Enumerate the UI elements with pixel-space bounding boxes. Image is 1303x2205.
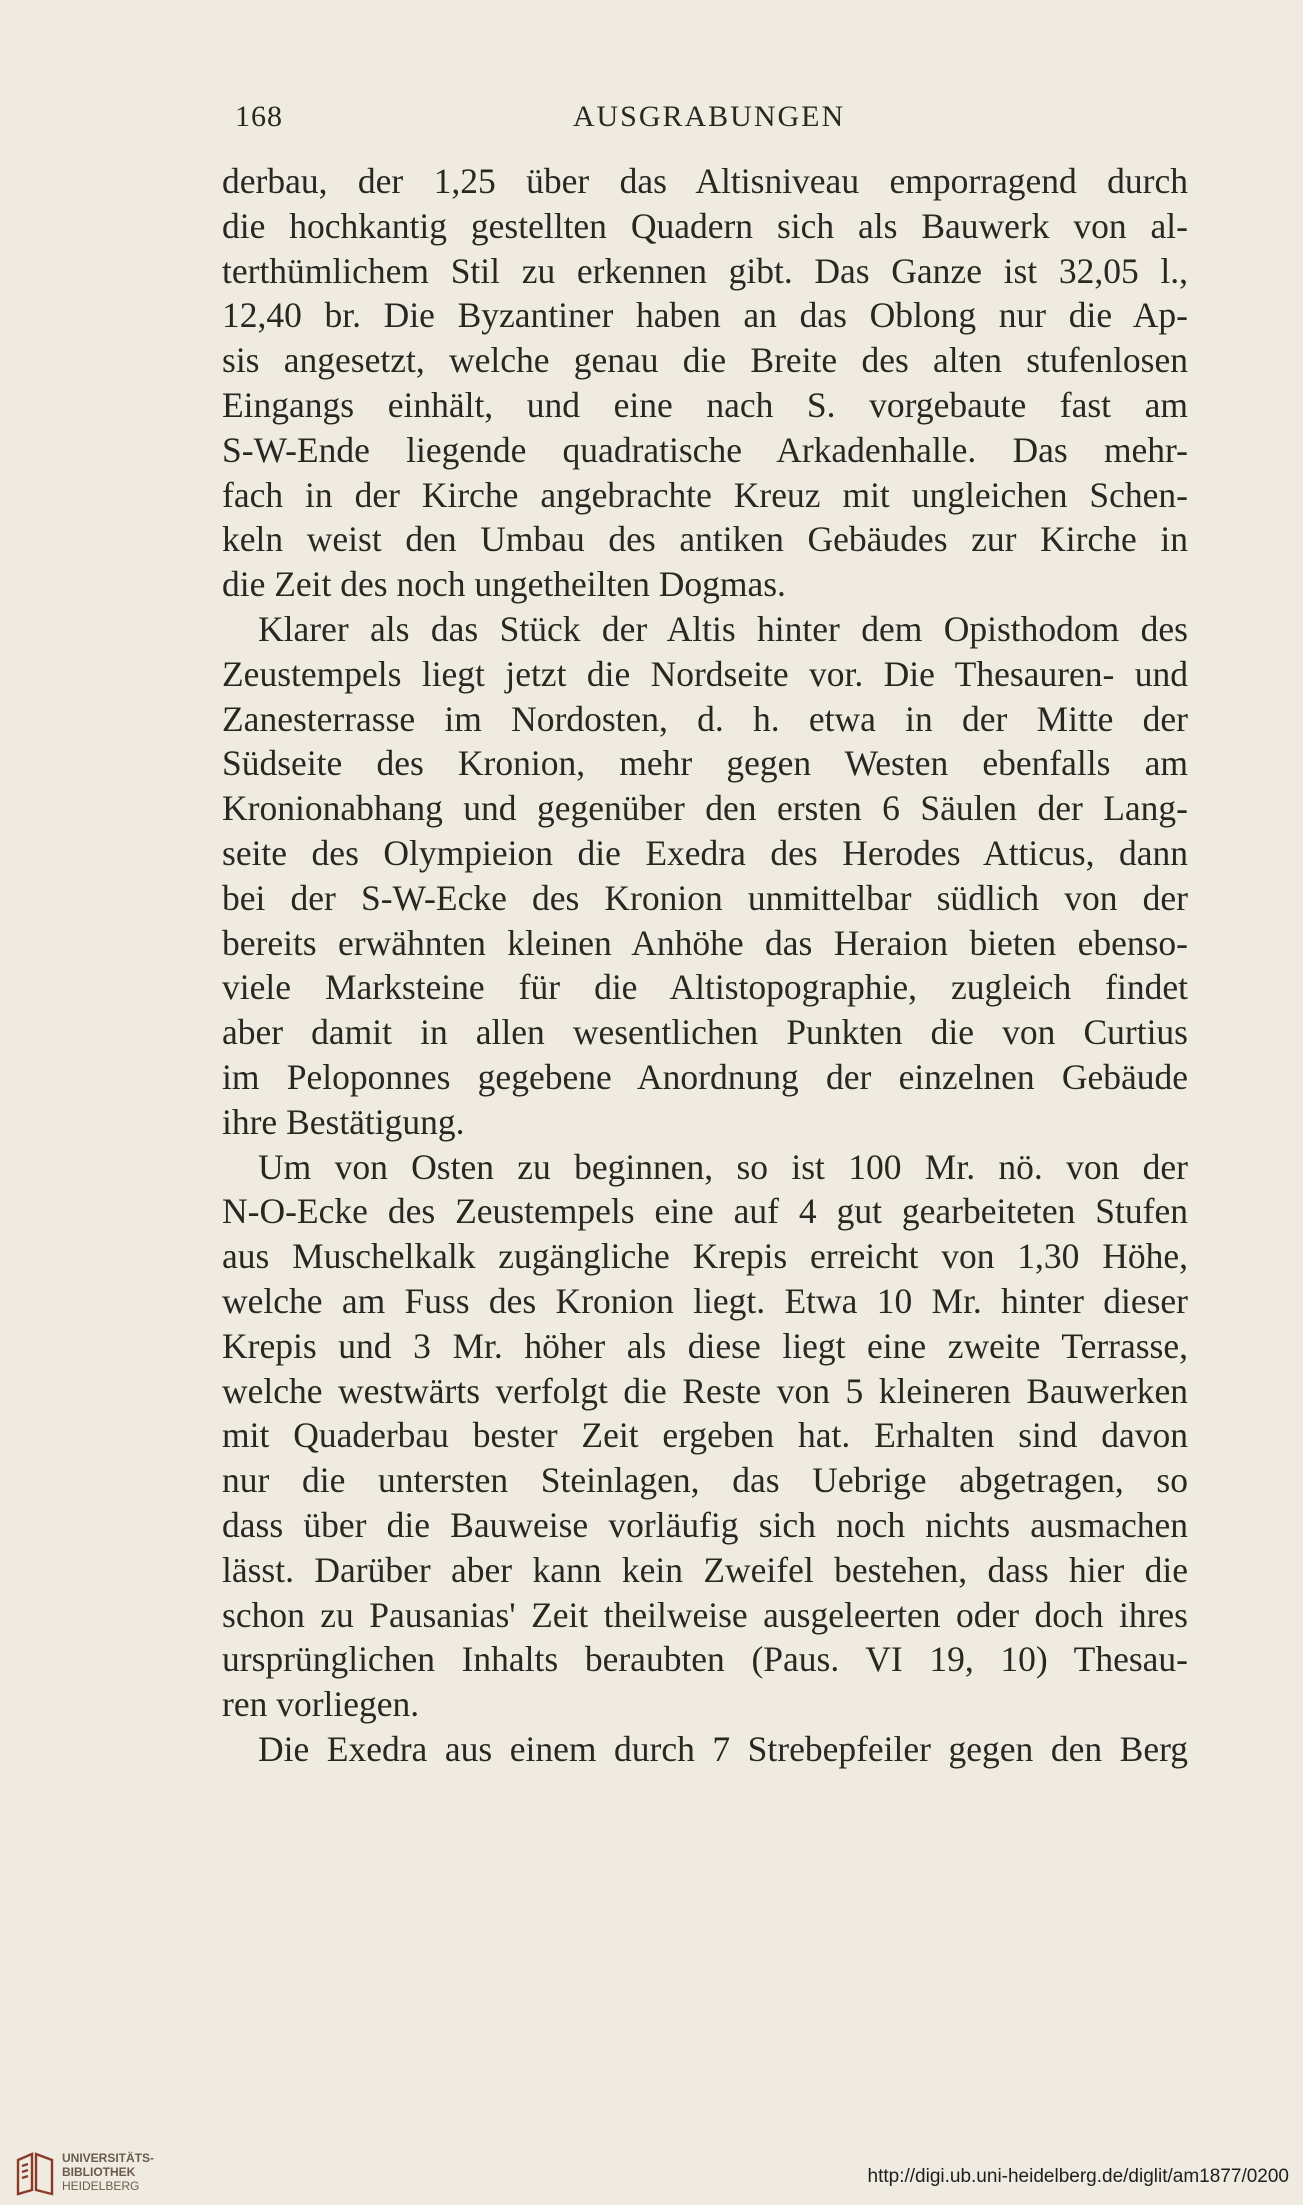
text-line: ren vorliegen. — [222, 1684, 420, 1725]
text-line: Krepis und 3 Mr. höher als diese liegt eine zweite Terrasse, — [222, 1325, 1188, 1366]
text-line: aus Muschelkalk zugängliche Krepis erreicht von 1,30 Höhe, — [222, 1236, 1188, 1277]
text-line: Zeustempels liegt jetzt die Nordseite vor. Die Thesauren- und — [222, 653, 1188, 694]
text-line: mit Quaderbau bester Zeit ergeben hat. Erhalten sind davon — [222, 1415, 1188, 1456]
text-line: ihre Bestätigung. — [222, 1101, 465, 1142]
text-line: terthümlichem Stil zu erkennen gibt. Das Ganze ist 32,05 l., — [222, 250, 1188, 291]
text-line: dass über die Bauweise vorläufig sich noch nichts ausmachen — [222, 1504, 1188, 1545]
logo-line: BIBLIOTHEK — [62, 2165, 136, 2179]
text-line: viele Marksteine für die Altistopographie, zugleich findet — [222, 967, 1188, 1008]
text-line: bei der S-W-Ecke des Kronion unmittelbar südlich von der — [222, 877, 1188, 918]
text-line: S-W-Ende liegende quadratische Arkadenhalle. Das mehr- — [222, 429, 1188, 470]
text-line: N-O-Ecke des Zeustempels eine auf 4 gut gearbeiteten Stufen — [222, 1191, 1188, 1232]
text-line: Die Exedra aus einem durch 7 Strebepfeiler gegen den Berg — [258, 1728, 1188, 1769]
text-line: Kronionabhang und gegenüber den ersten 6 Säulen der Lang- — [222, 788, 1188, 829]
text-line: die hochkantig gestellten Quadern sich als Bauwerk von al- — [222, 205, 1188, 246]
text-line: keln weist den Umbau des antiken Gebäudes zur Kirche in — [222, 519, 1188, 560]
library-logo-icon — [14, 2150, 56, 2196]
text-line: fach in der Kirche angebrachte Kreuz mit ungleichen Schen- — [222, 474, 1188, 515]
text-line: im Peloponnes gegebene Anordnung der einzelnen Gebäude — [222, 1056, 1188, 1097]
text-line: sis angesetzt, welche genau die Breite des alten stufenlosen — [222, 340, 1188, 381]
text-line: seite des Olympieion die Exedra des Herodes Atticus, dann — [222, 832, 1188, 873]
text-line: lässt. Darüber aber kann kein Zweifel bestehen, dass hier die — [222, 1549, 1188, 1590]
text-line: derbau, der 1,25 über das Altisniveau emporragend durch — [222, 161, 1188, 201]
text-line: Eingangs einhält, und eine nach S. vorgebaute fast am — [222, 384, 1188, 425]
page-number: 168 — [235, 100, 283, 133]
logo-line: HEIDELBERG — [62, 2179, 140, 2193]
text-line: 12,40 br. Die Byzantiner haben an das Oblong nur die Ap- — [222, 295, 1188, 336]
text-line: Südseite des Kronion, mehr gegen Westen ebenfalls am — [222, 743, 1188, 784]
library-logo-text — [62, 2151, 154, 2193]
library-logo — [14, 2150, 174, 2196]
source-url[interactable]: http://digi.ub.uni-heidelberg.de/diglit/am1877/0200 — [867, 2166, 1289, 2187]
text-line: schon zu Pausanias' Zeit theilweise ausgeleerten oder doch ihres — [222, 1594, 1188, 1635]
page-header — [235, 100, 1183, 140]
text-line: nur die untersten Steinlagen, das Uebrige abgetragen, so — [222, 1460, 1188, 1501]
logo-line: UNIVERSITÄTS- — [62, 2151, 155, 2165]
text-line: bereits erwähnten kleinen Anhöhe das Heraion bieten ebenso- — [222, 922, 1188, 963]
text-line: die Zeit des noch ungetheilten Dogmas. — [222, 564, 786, 605]
running-head: AUSGRABUNGEN — [572, 100, 846, 133]
text-line: Klarer als das Stück der Altis hinter dem Opisthodom des — [258, 608, 1188, 649]
text-line: aber damit in allen wesentlichen Punkten die von Curtius — [222, 1012, 1188, 1053]
text-line: ursprünglichen Inhalts beraubten (Paus. VI 19, 10) Thesau- — [222, 1639, 1188, 1680]
text-line: welche am Fuss des Kronion liegt. Etwa 10 Mr. hinter dieser — [222, 1280, 1188, 1321]
text-line: Um von Osten zu beginnen, so ist 100 Mr. nö. von der — [258, 1146, 1188, 1187]
text-line: welche westwärts verfolgt die Reste von 5 kleineren Bauwerken — [222, 1370, 1188, 1411]
body-text — [222, 159, 1188, 1772]
text-line: Zanesterrasse im Nordosten, d. h. etwa in der Mitte der — [222, 698, 1188, 739]
